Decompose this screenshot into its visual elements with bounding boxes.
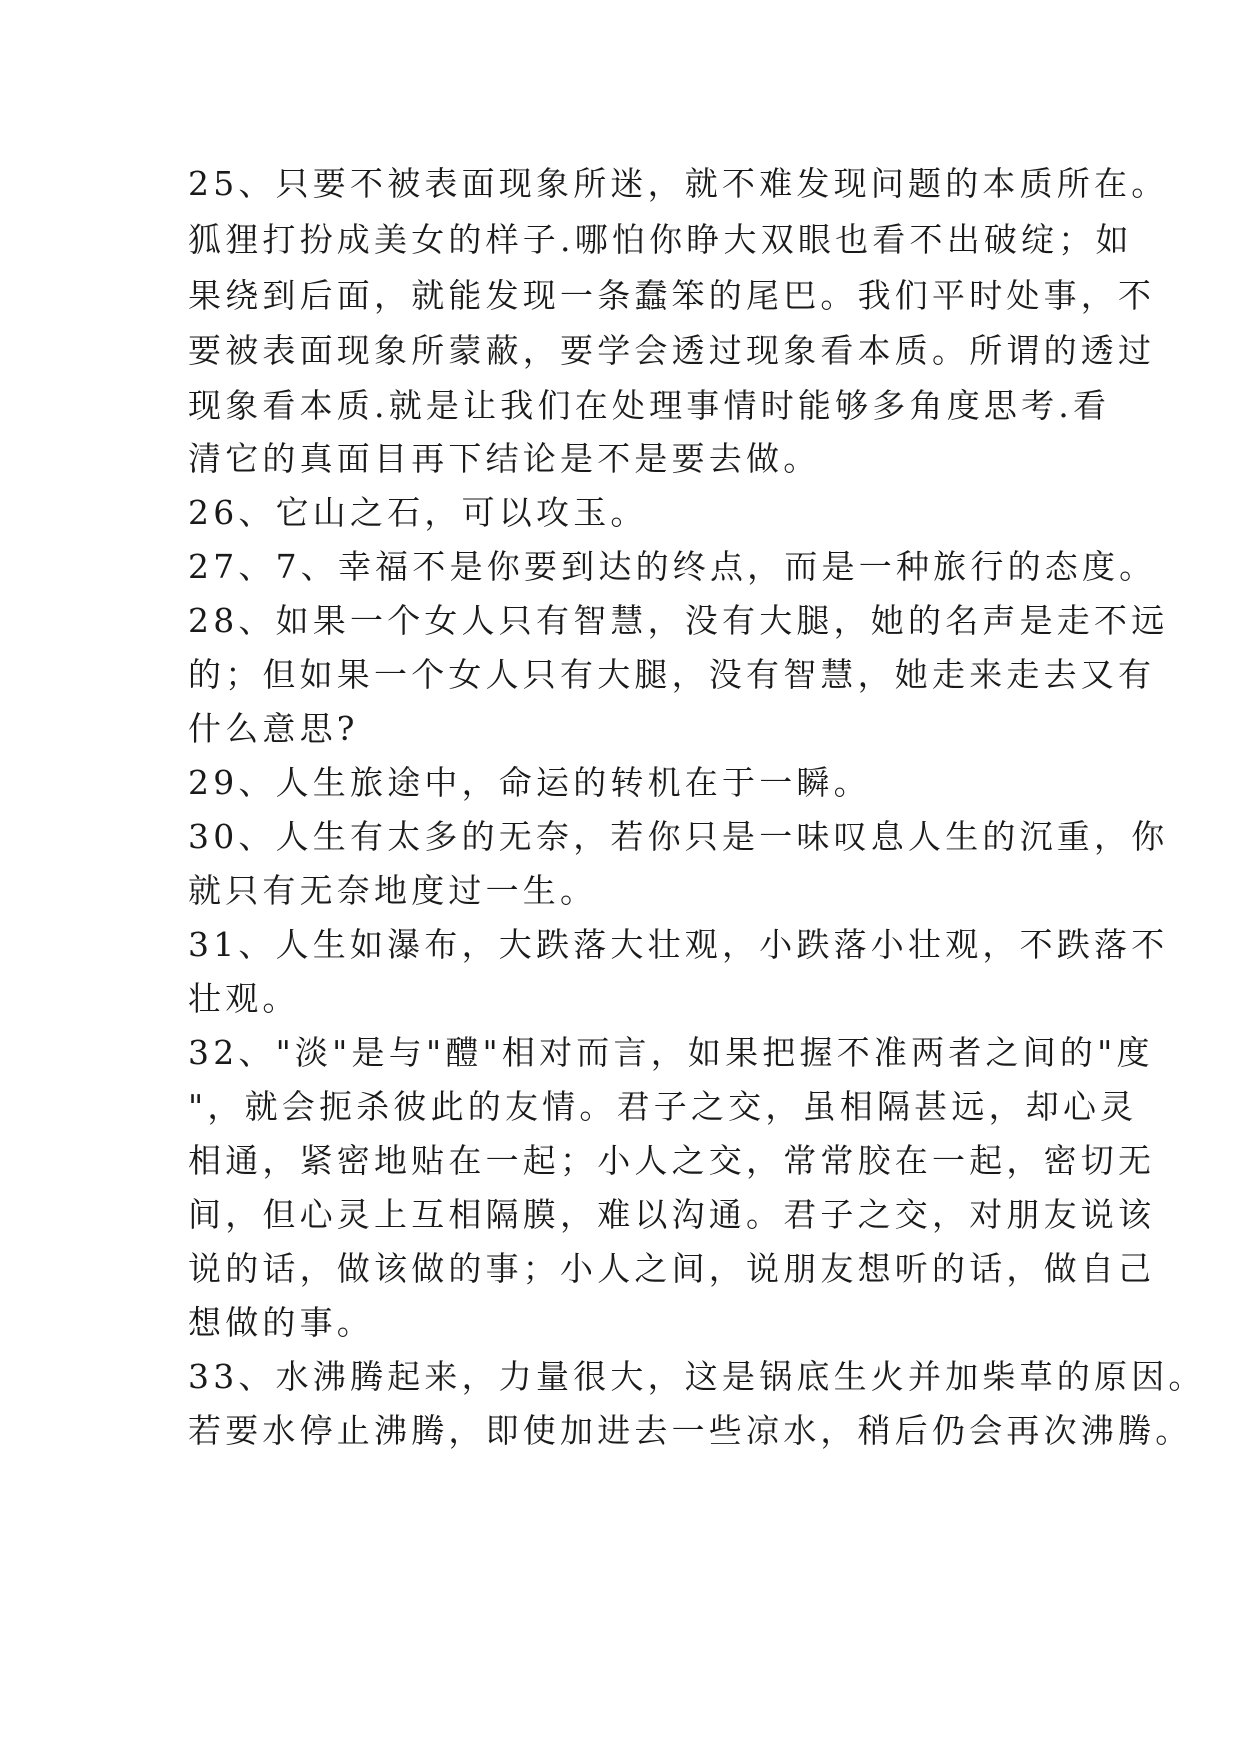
paragraph-30-line-1: 30、人生有太多的无奈，若你只是一味叹息人生的沉重，你	[188, 817, 1169, 856]
paragraph-25-line-5: 现象看本质.就是让我们在处理事情时能够多角度思考.看	[188, 386, 1111, 425]
paragraph-31-line-2: 壮观。	[188, 979, 300, 1018]
paragraph-31-line-1: 31、人生如瀑布，大跌落大壮观，小跌落小壮观，不跌落不	[188, 925, 1169, 964]
paragraph-32-line-5: 说的话，做该做的事；小人之间，说朋友想听的话，做自己	[188, 1249, 1156, 1288]
paragraph-28-line-2: 的；但如果一个女人只有大腿，没有智慧，她走来走去又有	[188, 655, 1156, 694]
paragraph-25-line-4: 要被表面现象所蒙蔽，要学会透过现象看本质。所谓的透过	[188, 331, 1156, 370]
paragraph-28-line-3: 什么意思?	[188, 709, 359, 748]
paragraph-30-line-2: 就只有无奈地度过一生。	[188, 871, 598, 910]
paragraph-33-line-2: 若要水停止沸腾，即使加进去一些凉水，稍后仍会再次沸腾。	[188, 1411, 1193, 1450]
paragraph-25-line-3: 果绕到后面，就能发现一条蠢笨的尾巴。我们平时处事，不	[188, 276, 1156, 315]
paragraph-26-line-1: 26、它山之石，可以攻玉。	[188, 493, 648, 532]
paragraph-32-line-1: 32、"淡"是与"醴"相对而言，如果把握不准两者之间的"度	[188, 1033, 1154, 1072]
paragraph-32-line-4: 间，但心灵上互相隔膜，难以沟通。君子之交，对朋友说该	[188, 1195, 1156, 1234]
paragraph-33-line-1: 33、水沸腾起来，力量很大，这是锅底生火并加柴草的原因。	[188, 1357, 1206, 1396]
paragraph-32-line-3: 相通，紧密地贴在一起；小人之交，常常胶在一起，密切无	[188, 1141, 1156, 1180]
paragraph-25-line-6: 清它的真面目再下结论是不是要去做。	[188, 439, 821, 478]
paragraph-25-line-1: 25、只要不被表面现象所迷，就不难发现问题的本质所在。	[188, 164, 1169, 203]
paragraph-25-line-2: 狐狸打扮成美女的样子.哪怕你睁大双眼也看不出破绽；如	[188, 220, 1133, 259]
paragraph-32-line-6: 想做的事。	[188, 1303, 374, 1342]
paragraph-32-line-2: "，就会扼杀彼此的友情。君子之交，虽相隔甚远，却心灵	[188, 1087, 1138, 1126]
paragraph-29-line-1: 29、人生旅途中，命运的转机在于一瞬。	[188, 763, 871, 802]
paragraph-28-line-1: 28、如果一个女人只有智慧，没有大腿，她的名声是走不远	[188, 601, 1169, 640]
paragraph-27-line-1: 27、7、幸福不是你要到达的终点，而是一种旅行的态度。	[188, 547, 1157, 586]
